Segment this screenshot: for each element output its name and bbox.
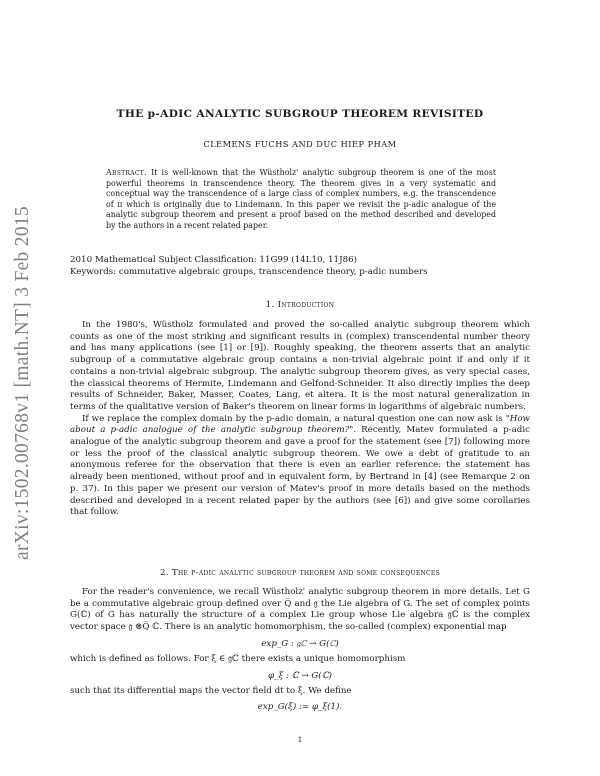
section-2-paragraph-2: which is defined as follows. For ξ ∈ 𝔤ℂ there exists a unique homomorphism [70,653,406,664]
section-2-body [70,587,530,712]
classification-block [70,255,530,278]
equation-exp-map: exp_G : 𝔤ℂ → G(ℂ) [261,638,339,649]
keywords-line: Keywords: commutative algebraic groups, transcendence theory, p-adic numbers [70,266,428,277]
msc-line: 2010 Mathematical Subject Classification: 11G99 (14L10, 11J86) [70,255,358,265]
paper-authors: CLEMENS FUCHS AND DUC HIEP PHAM [203,139,397,149]
page-number: 1 [297,735,303,744]
section-1-heading: 1. Introduction [265,300,335,310]
section-1-paragraph-2 [70,414,530,519]
section-2-heading: 2. The p-adic analytic subgroup theorem and some consequences [159,568,441,578]
equation-homomorphism: φ_ξ : ℂ → G(ℂ) [267,670,332,681]
section-1-body [70,320,530,519]
para2-rest: . Recently, Matev formulated a p-adic analogue of the analytic subgroup theorem and gave a proof for the statement (see [7]) following more or less the proof of the classical analytic subgroup theorem. We owe a debt of gratitude to an anonymous referee for the observation that there is even an earlier reference: the statement has already been mentioned, without proof and in equivalent form, by Bertrand in [4] (see Remarque 2 on p. 37). In this paper we present our version of Matev's proof in more details based on the methods described and developed in a recent related paper by the authors (see [6]) and give some corollaries that follow. [70,425,530,518]
section-2-paragraph-1: For the reader's convenience, we recall Wüstholz' analytic subgroup theorem in more details. Let G be a commutative algebraic group defined over Q̅ and 𝔤 the Lie algebra of G. The set of complex points G(ℂ) of G has naturally the structure of a complex Lie group whose Lie algebra 𝔤ℂ is the complex vector space 𝔤 ⊗Q̅ ℂ. There is an analytic homomorphism, the so-called (complex) exponential map [70,587,530,633]
equation-definition: exp_G(ξ) := φ_ξ(1). [257,702,343,713]
arxiv-stamp-text: arXiv:1502.00768v1 [math.NT] 3 Feb 2015 [12,206,33,560]
abstract-label: Abstract. [106,168,147,177]
abstract [106,168,496,231]
paper-title: THE p-ADIC ANALYTIC SUBGROUP THEOREM REVISITED [116,108,484,120]
section-1-paragraph-1: In the 1980's, Wüstholz formulated and proved the so-called analytic subgroup theorem which counts as one of the most striking and significant results in (complex) transcendental number theory and has many applications (see [1] or [9]). Roughly speaking, the theorem asserts that an analytic subgroup of a commutative algebraic group contains a non-trivial algebraic point if and only if it contains a non-trivial algebraic subgroup. The analytic subgroup theorem gives, as very special cases, the classical theorems of Hermite, Lindemann and Gelfond-Schneider. It also directly implies the deep results of Schneider, Baker, Masser, Coates, Lang, et altera. It is the most natural generalization in terms of the qualitative version of Baker's theorem on linear forms in logarithms of algebraic numbers. [70,320,530,412]
abstract-text: It is well-known that the Wüstholz' analytic subgroup theorem is one of the most powerful theorems in transcendence theory. The theorem gives in a very systematic and conceptual way the transcendence of a large class of complex numbers, e.g. the transcendence of π which is originally due to Lindemann. In this paper we revisit the p-adic analogue of the analytic subgroup theorem and present a proof based on the method described and developed by the authors in a recent related paper. [106,168,497,230]
para2-start: If we replace the complex domain by the p-adic domain, a natural question one can now ask is [82,413,506,424]
section-2-paragraph-3: such that its differential maps the vector field dt to ξ. We define [70,685,352,696]
para2-quote: "How about a p-adic analogue of the analytic subgroup theorem?" [70,413,530,436]
